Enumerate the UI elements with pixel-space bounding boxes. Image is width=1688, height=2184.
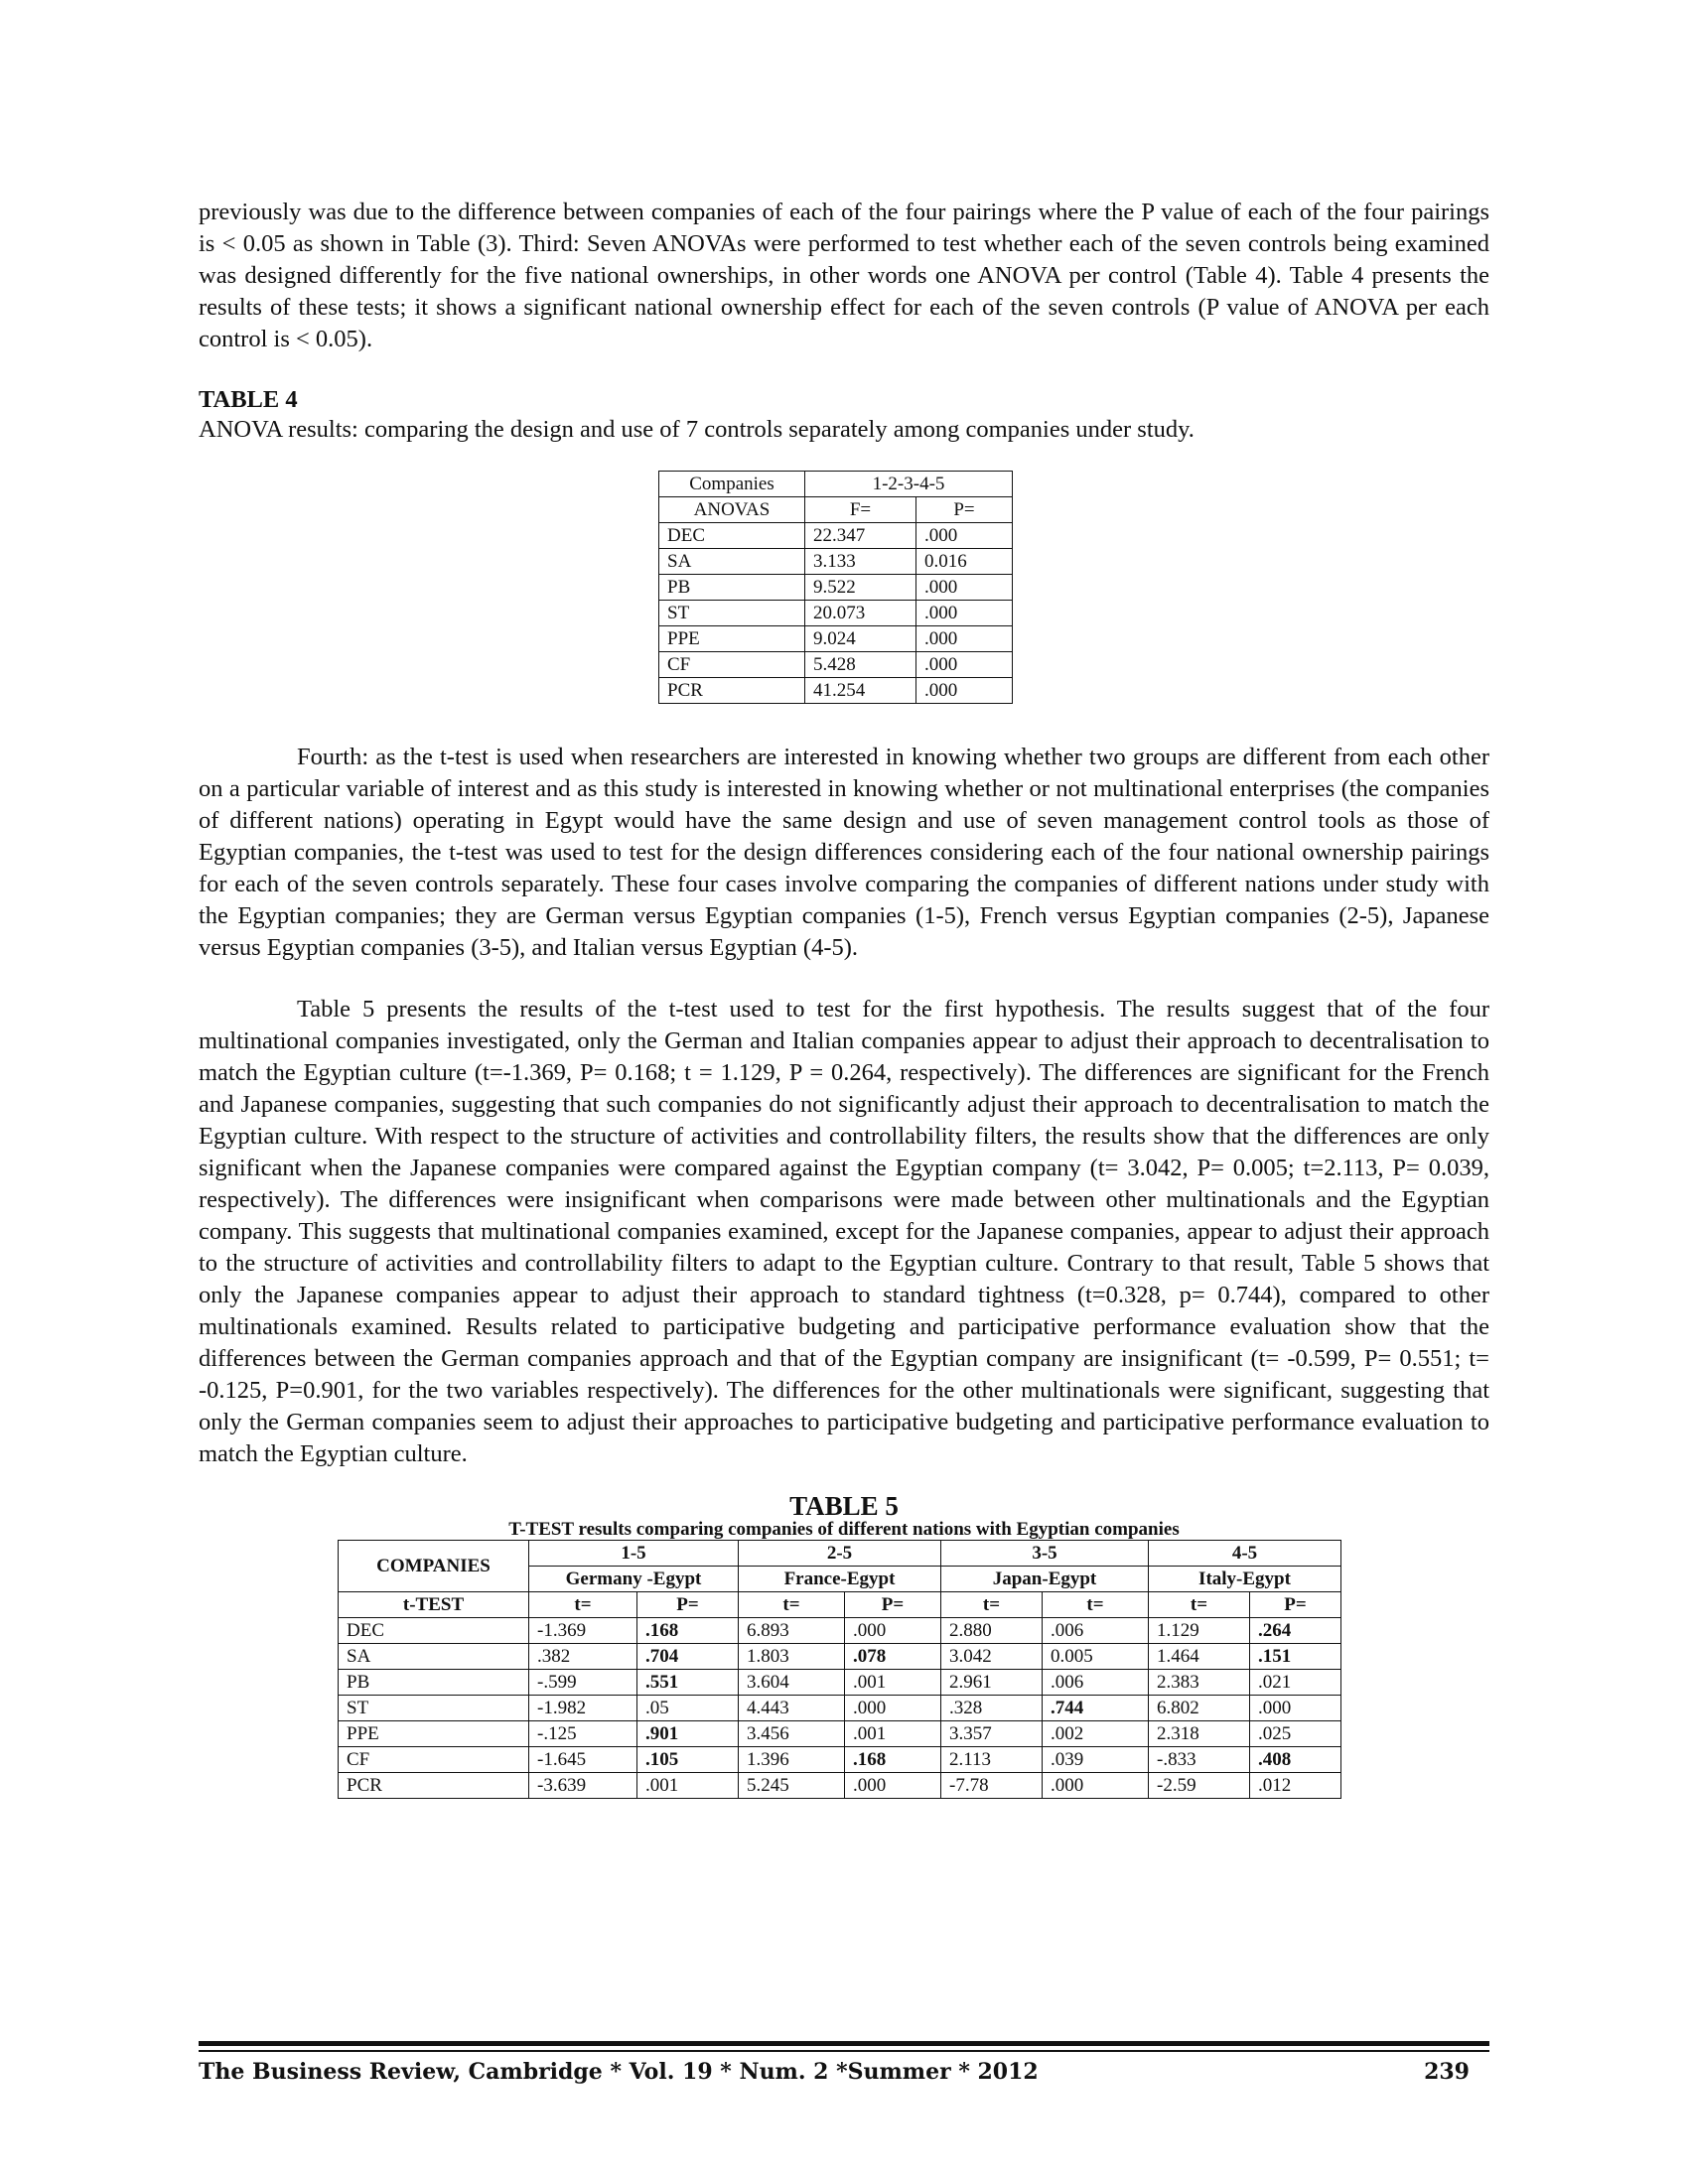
table5-cell-value: .006	[1043, 1670, 1149, 1696]
table5-col-header: t=	[1149, 1592, 1250, 1618]
table4-cell-p: .000	[916, 523, 1013, 549]
table5-header-ttest: t-TEST	[339, 1592, 529, 1618]
table4-cell-label: PB	[659, 575, 805, 601]
table-row	[339, 1644, 1341, 1670]
paragraph-1: previously was due to the difference between companies of each of the four pairings where the P value of each of the four pairings is < 0.05 as shown in Table (3). Third: Seven ANOVAs were performed to test whether each of the seven controls being examined was designed differently for the five national ownerships, in other words one ANOVA per control (Table 4). Table 4 presents the results of these tests; it shows a significant national ownership effect for each of the seven controls (P value of ANOVA per each control is < 0.05).	[199, 199, 1489, 352]
table5-cell-value: -7.78	[941, 1773, 1043, 1799]
table5-cell-label: ST	[339, 1696, 529, 1721]
table4-cell-label: DEC	[659, 523, 805, 549]
table5-group-name: Germany -Egypt	[529, 1567, 739, 1592]
table5-cell-value: -.833	[1149, 1747, 1250, 1773]
table4-title: TABLE 4	[199, 386, 298, 413]
table5-cell-value: 1.396	[739, 1747, 845, 1773]
table5-cell-value: .001	[637, 1773, 739, 1799]
table5-cell-value: .168	[845, 1747, 941, 1773]
table-row	[339, 1747, 1341, 1773]
table5-cell-label: PCR	[339, 1773, 529, 1799]
table4-cell-p: .000	[916, 652, 1013, 678]
table5-cell-value: -1.369	[529, 1618, 637, 1644]
table5-cell-value: 1.803	[739, 1644, 845, 1670]
table4-caption: ANOVA results: comparing the design and use of 7 controls separately among companies under study.	[199, 416, 1195, 443]
table5-cell-value: .021	[1250, 1670, 1341, 1696]
table4-cell-p: .000	[916, 626, 1013, 652]
footer-rule	[199, 2041, 1489, 2046]
table5-cell-value: .382	[529, 1644, 637, 1670]
table5-cell-value: .012	[1250, 1773, 1341, 1799]
table5-col-header: t=	[529, 1592, 637, 1618]
table5-cell-value: 3.042	[941, 1644, 1043, 1670]
table5-cell-value: .006	[1043, 1618, 1149, 1644]
table4-cell-p: .000	[916, 678, 1013, 704]
table5-cell-value: .105	[637, 1747, 739, 1773]
table4-header-group: 1-2-3-4-5	[805, 472, 1013, 497]
table4-cell-f: 3.133	[805, 549, 916, 575]
table5-cell-label: PPE	[339, 1721, 529, 1747]
table4-cell-f: 41.254	[805, 678, 916, 704]
table5-cell-value: .001	[845, 1670, 941, 1696]
table5-cell-label: SA	[339, 1644, 529, 1670]
table5-cell-value: .328	[941, 1696, 1043, 1721]
table5-cell-value: -1.982	[529, 1696, 637, 1721]
table5-cell-value: .168	[637, 1618, 739, 1644]
table5-group-code: 4-5	[1149, 1541, 1341, 1567]
table4-cell-label: CF	[659, 652, 805, 678]
table5-cell-value: .704	[637, 1644, 739, 1670]
table-row	[659, 549, 1013, 575]
table5-cell-value: .551	[637, 1670, 739, 1696]
page-body	[199, 197, 1489, 1799]
table4-header-anovas: ANOVAS	[659, 497, 805, 523]
paragraph-2: Fourth: as the t-test is used when researchers are interested in knowing whether two groups are different from each other on a particular variable of interest and as this study is interested in knowing whether or not multinational enterprises (the companies of different nations) operating in Egypt would have the same design and use of seven management control tools as those of Egyptian companies, the t-test was used to test for the design differences considering each of the four national ownership pairings for each of the seven controls separately. These four cases involve comparing the companies of different nations under study with the Egyptian companies; they are German versus Egyptian companies (1-5), French versus Egyptian companies (2-5), Japanese versus Egyptian companies (3-5), and Italian versus Egyptian (4-5).	[199, 744, 1489, 961]
table-row	[659, 678, 1013, 704]
table4-cell-f: 9.522	[805, 575, 916, 601]
table5-cell-value: 2.318	[1149, 1721, 1250, 1747]
table4-cell-f: 9.024	[805, 626, 916, 652]
table5-cell-value: 5.245	[739, 1773, 845, 1799]
table4-cell-p: 0.016	[916, 549, 1013, 575]
table5-cell-value: 1.129	[1149, 1618, 1250, 1644]
table-row	[659, 575, 1013, 601]
table5-cell-value: .000	[1250, 1696, 1341, 1721]
table5-cell-value: 2.113	[941, 1747, 1043, 1773]
table5-col-header: t=	[739, 1592, 845, 1618]
table-row	[659, 626, 1013, 652]
table5-cell-value: -1.645	[529, 1747, 637, 1773]
table5-cell-value: .05	[637, 1696, 739, 1721]
table5-cell-value: 3.357	[941, 1721, 1043, 1747]
table5-cell-value: .151	[1250, 1644, 1341, 1670]
table5-group-code: 1-5	[529, 1541, 739, 1567]
table5-group-name: Japan-Egypt	[941, 1567, 1149, 1592]
table5-cell-value: 3.456	[739, 1721, 845, 1747]
table5-col-header: t=	[1043, 1592, 1149, 1618]
table5-cell-value: .000	[1043, 1773, 1149, 1799]
table5-cell-value: -.599	[529, 1670, 637, 1696]
table5-cell-value: 3.604	[739, 1670, 845, 1696]
table-row	[339, 1696, 1341, 1721]
table5-cell-value: .078	[845, 1644, 941, 1670]
table5-cell-value: .039	[1043, 1747, 1149, 1773]
table5-group-name: France-Egypt	[739, 1567, 941, 1592]
table5-cell-label: CF	[339, 1747, 529, 1773]
table5-header-companies: COMPANIES	[339, 1541, 529, 1592]
table5-cell-value: 2.961	[941, 1670, 1043, 1696]
table5-cell-value: -2.59	[1149, 1773, 1250, 1799]
table5-cell-value: .000	[845, 1773, 941, 1799]
page-footer	[199, 2057, 1489, 2087]
table5-cell-value: .000	[845, 1696, 941, 1721]
table4-cell-p: .000	[916, 601, 1013, 626]
table5-cell-value: 2.880	[941, 1618, 1043, 1644]
journal-citation: The Business Review, Cambridge * Vol. 19 * Num. 2 *Summer * 2012	[199, 2059, 1039, 2085]
table4-header-f: F=	[805, 497, 916, 523]
table5-col-header: P=	[637, 1592, 739, 1618]
table4-cell-label: PPE	[659, 626, 805, 652]
table-row	[339, 1721, 1341, 1747]
table5-cell-value: .901	[637, 1721, 739, 1747]
table5-cell-value: 6.802	[1149, 1696, 1250, 1721]
table5	[338, 1540, 1341, 1799]
table5-group-code: 2-5	[739, 1541, 941, 1567]
table5-cell-value: .025	[1250, 1721, 1341, 1747]
table4-header-companies: Companies	[659, 472, 805, 497]
table-row	[339, 1618, 1341, 1644]
footer-rule	[199, 2050, 1489, 2052]
table4-header-p: P=	[916, 497, 1013, 523]
table5-col-header: P=	[1250, 1592, 1341, 1618]
table-row	[339, 1670, 1341, 1696]
table5-cell-value: 4.443	[739, 1696, 845, 1721]
table5-caption: T-TEST results comparing companies of different nations with Egyptian companies	[508, 1519, 1180, 1540]
table5-cell-value: .000	[845, 1618, 941, 1644]
table-row	[659, 652, 1013, 678]
table-row	[659, 523, 1013, 549]
table5-cell-label: DEC	[339, 1618, 529, 1644]
table4-cell-f: 5.428	[805, 652, 916, 678]
table5-cell-value: 6.893	[739, 1618, 845, 1644]
table4-cell-label: SA	[659, 549, 805, 575]
table5-col-header: P=	[845, 1592, 941, 1618]
page-number: 239	[1424, 2059, 1470, 2085]
table4-cell-p: .000	[916, 575, 1013, 601]
table5-title: TABLE 5	[789, 1491, 899, 1521]
table4-cell-label: ST	[659, 601, 805, 626]
table5-cell-value: -.125	[529, 1721, 637, 1747]
table-row	[659, 601, 1013, 626]
table4	[658, 471, 1013, 704]
table5-cell-value: .002	[1043, 1721, 1149, 1747]
table5-cell-value: 1.464	[1149, 1644, 1250, 1670]
table5-cell-value: .744	[1043, 1696, 1149, 1721]
table5-cell-value: .001	[845, 1721, 941, 1747]
table5-cell-value: 2.383	[1149, 1670, 1250, 1696]
table5-cell-value: .408	[1250, 1747, 1341, 1773]
table-row	[339, 1773, 1341, 1799]
table5-col-header: t=	[941, 1592, 1043, 1618]
table5-cell-value: -3.639	[529, 1773, 637, 1799]
table5-cell-label: PB	[339, 1670, 529, 1696]
table4-cell-f: 20.073	[805, 601, 916, 626]
table4-cell-label: PCR	[659, 678, 805, 704]
table5-group-code: 3-5	[941, 1541, 1149, 1567]
paragraph-3: Table 5 presents the results of the t-test used to test for the first hypothesis. The results suggest that of the four multinational companies investigated, only the German and Italian companies appear to adjust their approach to decentralisation to match the Egyptian culture (t=-1.369, P= 0.168; t = 1.129, P = 0.264, respectively). The differences are significant for the French and Japanese companies, suggesting that such companies do not significantly adjust their approach to decentralisation to match the Egyptian culture. With respect to the structure of activities and controllability filters, the results show that the differences are only significant when the Japanese companies were compared against the Egyptian company (t= 3.042, P= 0.005; t=2.113, P= 0.039, respectively). The differences were insignificant when comparisons were made between other multinationals and the Egyptian company. This suggests that multinational companies examined, except for the Japanese companies, appear to adjust their approach to the structure of activities and controllability filters to adapt to the Egyptian culture. Contrary to that result, Table 5 shows that only the Japanese companies appear to adjust their approach to standard tightness (t=0.328, p= 0.744), compared to other multinationals examined. Results related to participative budgeting and participative performance evaluation show that the differences between the German companies approach and that of the Egyptian company are insignificant (t= -0.599, P= 0.551; t= -0.125, P=0.901, for the two variables respectively). The differences for the other multinationals were significant, suggesting that only the German companies seem to adjust their approaches to participative budgeting and participative performance evaluation to match the Egyptian culture.	[199, 996, 1489, 1467]
table5-group-name: Italy-Egypt	[1149, 1567, 1341, 1592]
table4-cell-f: 22.347	[805, 523, 916, 549]
table5-cell-value: 0.005	[1043, 1644, 1149, 1670]
table5-cell-value: .264	[1250, 1618, 1341, 1644]
